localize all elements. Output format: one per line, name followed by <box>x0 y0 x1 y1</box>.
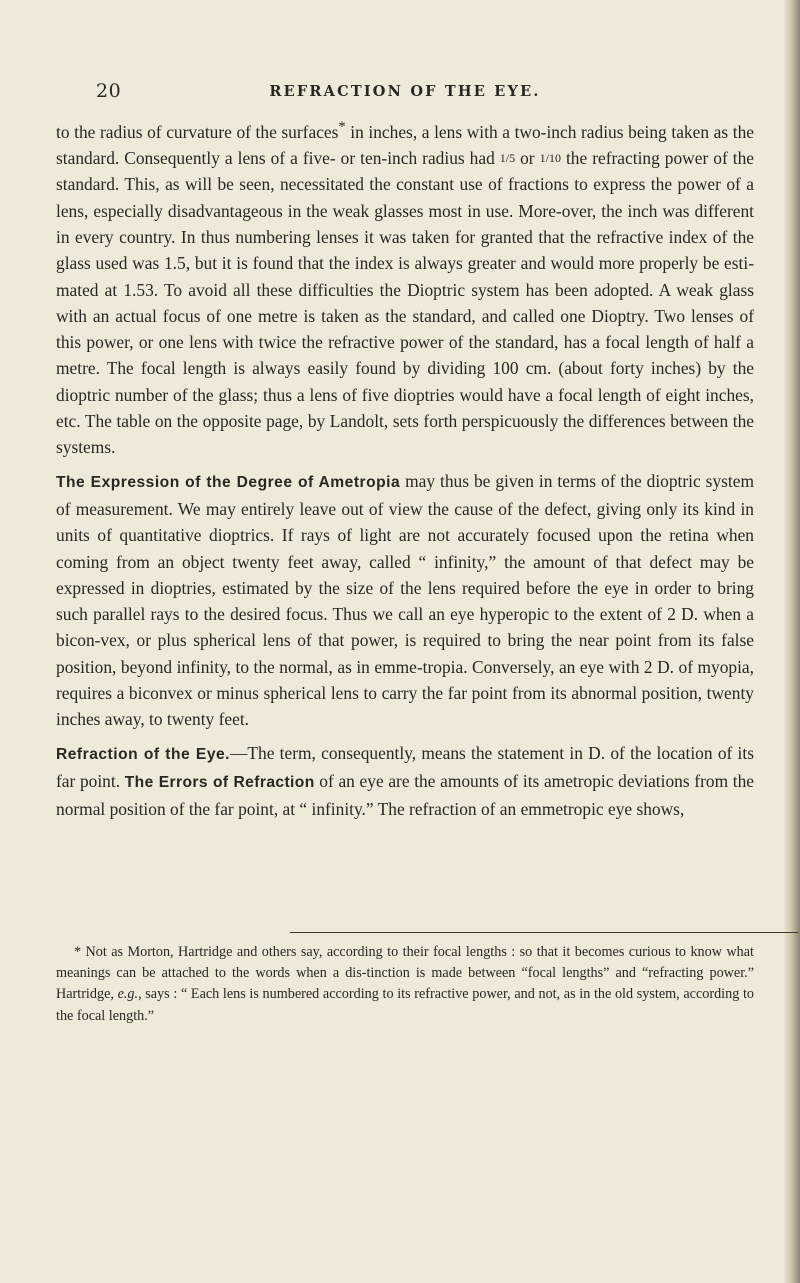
fraction-one-tenth: 1/10 <box>539 151 561 166</box>
footnote-marker: * <box>74 944 82 960</box>
footnote <box>56 942 754 1027</box>
paragraph-lead-heading: The Expression of the Degree of Ametropia <box>56 473 401 491</box>
footnote-text: Not as Morton, Hartridge and others say, according to their focal lengths : so that it becomes curious to know what meanings can be attached to the words when a dis-tinction is made between “focal lengths” and “refracting power.” Hartridge, <box>56 944 754 1003</box>
text-span: may thus be given in terms of the dioptric system of measurement. We may entirely leave out of view the cause of the defect, giving only its kind in units of quantitative dioptrics. If rays of light are not accurately focused upon the retina when coming from an object twenty feet away, called “ infinity,” the amount of that defect may be expressed in dioptries, estimated by the size of the lens required before the eye in order to bring such parallel rays to the desired focus. Thus we call an eye hyperopic to the extent of 2 D. when a bicon-vex, or plus spherical lens of that power, is required to bring the near point from its false position, beyond infinity, to the normal, as in emme-tropia. Conversely, an eye with 2 D. of myopia, requires a biconvex or minus spherical lens to carry the far point from its abnormal position, twenty inches away, to twenty feet. <box>56 470 754 730</box>
text-span: the refracting power of the standard. This, as will be seen, necessitated the constant use of fractions to express the power of a lens, especially disadvantageous in the weak glasses most in use. More-over, the inch was different in every country. In thus numbering lenses it was taken for granted that the refractive index of the glass used was 1.5, but it is found that the index is always greater and would more properly be esti-mated at 1.53. <box>56 148 754 300</box>
running-head: REFRACTION OF THE EYE. <box>269 83 541 100</box>
footnote-abbreviation: e.g. <box>117 986 139 1003</box>
text-span: or <box>515 148 540 169</box>
fraction-one-fifth: 1/5 <box>499 151 516 166</box>
emphasized-sentence: To avoid all these difficulties the Dioptric system has been adopted. <box>164 279 654 300</box>
paragraph-refraction-of-eye <box>56 740 754 823</box>
paragraph-expression-of-ametropia <box>56 468 754 733</box>
footnote-reference: * <box>338 119 346 135</box>
body-text <box>56 114 754 823</box>
book-page <box>40 0 770 1283</box>
paragraph-dioptric-system <box>56 114 754 461</box>
book-page-edge <box>784 0 800 1283</box>
text-span: to the radius of curvature of the surfaces <box>56 121 339 142</box>
page-number: 20 <box>96 80 122 102</box>
text-span: A weak glass with an actual focus of one metre is taken as the standard, and called one Dioptry. Two lenses of this power, or one lens with twice the refractive power of the standard, has a focal length of half a metre. The focal length is always easily found by dividing 100 cm. (about forty inches) by the dioptric number of the glass; thus a lens of five dioptries would have a focal length of eight inches, etc. The table on the opposite page, by Landolt, sets forth perspicuously the differences between the systems. <box>56 279 754 458</box>
text-span: in inches, a lens with a two-inch radius being taken as the standard. Consequently a lens of a five- or ten-inch radius had <box>56 121 754 169</box>
text-span: of an eye are the amounts of its ametropic deviations from the normal position of the far point, at “ infinity.” The refraction of an emmetropic eye shows, <box>56 770 755 820</box>
text-span: —The term, consequently, means the statement in D. of the location of its far point. <box>56 742 754 791</box>
page-header <box>40 80 770 104</box>
footnote-text: , says : “ Each lens is numbered according to its refractive power, and not, as in the old system, according to the focal length.” <box>56 986 754 1024</box>
paragraph-lead-heading: Refraction of the Eye. <box>56 745 230 763</box>
footnote-divider <box>290 932 798 933</box>
inline-heading: The Errors of Refraction <box>124 773 315 791</box>
